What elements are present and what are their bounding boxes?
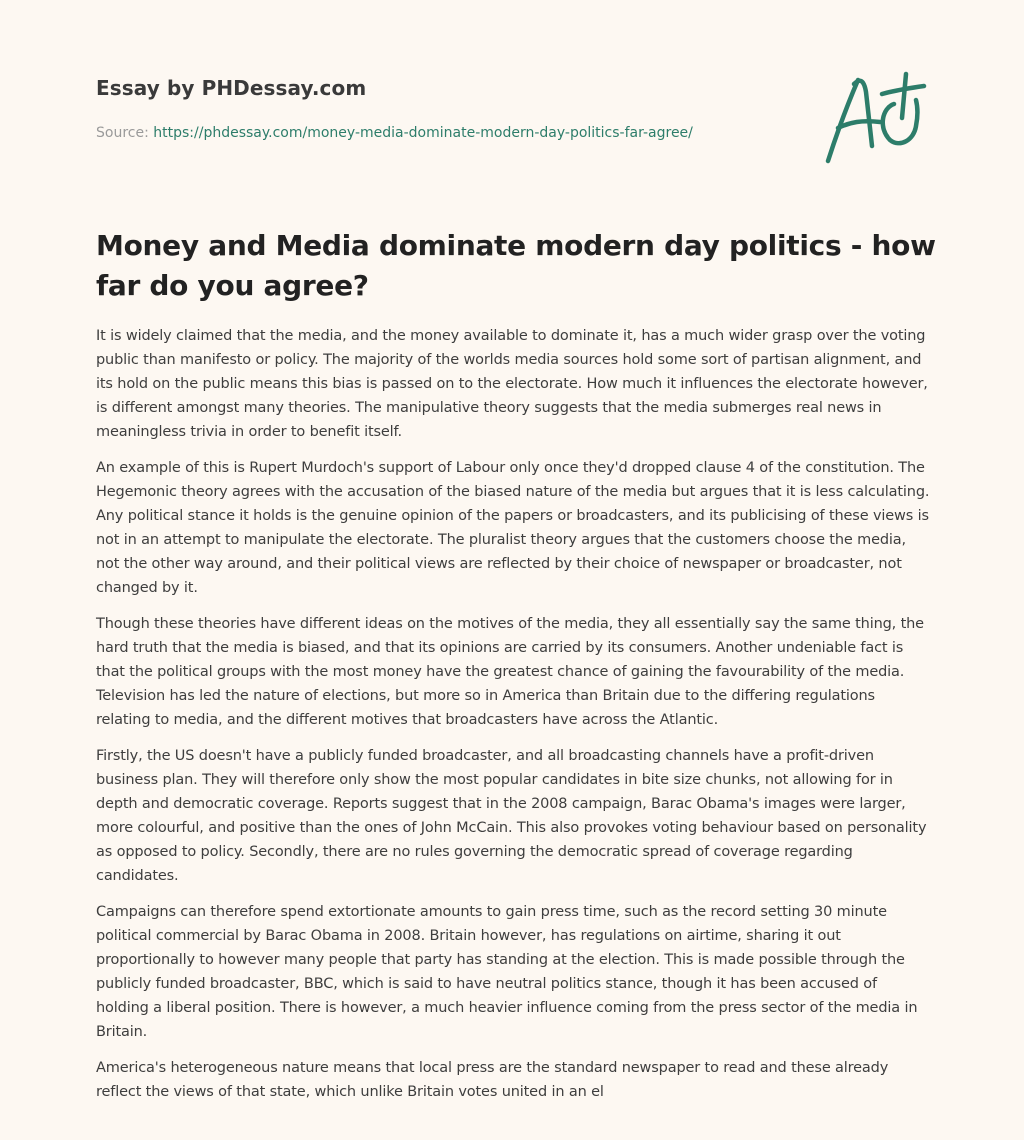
brand-title: Essay by PHDessay.com (96, 76, 367, 100)
essay-paragraph: Though these theories have different ideas on the motives of the media, they all essentially say the same thing, the hard truth that the media is biased, and that its opinions are carried by its consumers. Another undeniable fact is that the political groups with the most money have the greatest chance of gaining the favourability of the media. Television has led the nature of elections, but more so in America than Britain due to the differing regulations relating to media, and the different motives that broadcasters have across the Atlantic. (96, 616, 924, 728)
a-plus-logo-icon (820, 66, 932, 166)
source-link[interactable]: https://phdessay.com/money-media-dominate-modern-day-politics-far-agree/ (153, 125, 693, 141)
essay-title: Money and Media dominate modern day politics - how far do you agree? (96, 229, 936, 302)
essay-paragraph: Firstly, the US doesn't have a publicly funded broadcaster, and all broadcasting channels have a profit-driven business plan. They will therefore only show the most popular candidates in bite size chunks, not allowing for in depth and democratic coverage. Reports suggest that in the 2008 campaign, Barac Obama's images were larger, more colourful, and positive than the ones of John McCain. This also provokes voting behaviour based on personality as opposed to policy. Secondly, there are no rules governing the democratic spread of coverage regarding candidates. (96, 748, 927, 884)
essay-paragraph: America's heterogeneous nature means that local press are the standard newspaper to read and these already reflect the views of that state, which unlike Britain votes united in an el (96, 1060, 889, 1100)
page-header (96, 76, 816, 141)
essay-paragraph: It is widely claimed that the media, and the money available to dominate it, has a much wider grasp over the voting public than manifesto or policy. The majority of the worlds media sources hold some sort of partisan alignment, and its hold on the public means this bias is passed on to the electorate. How much it influences the electorate however, is different amongst many theories. The manipulative theory suggests that the media submerges real news in meaningless trivia in order to benefit itself. (96, 328, 928, 440)
source-label: Source: (96, 125, 154, 141)
essay-body (96, 324, 932, 1116)
source-line (96, 125, 816, 141)
essay-paragraph: An example of this is Rupert Murdoch's support of Labour only once they'd dropped clause 4 of the constitution. The Hegemonic theory agrees with the accusation of the biased nature of the media but argues that it is less calculating. Any political stance it holds is the genuine opinion of the papers or broadcasters, and its publicising of these views is not in an attempt to manipulate the electorate. The pluralist theory argues that the customers choose the media, not the other way around, and their political views are reflected by their choice of newspaper or broadcaster, not changed by it. (96, 460, 930, 596)
essay-paragraph: Campaigns can therefore spend extortionate amounts to gain press time, such as the record setting 30 minute political commercial by Barac Obama in 2008. Britain however, has regulations on airtime, sharing it out proportionally to however many people that party has standing at the election. This is made possible through the publicly funded broadcaster, BBC, which is said to have neutral politics stance, though it has been accused of holding a liberal position. There is however, a much heavier influence coming from the press sector of the media in Britain. (96, 904, 918, 1040)
